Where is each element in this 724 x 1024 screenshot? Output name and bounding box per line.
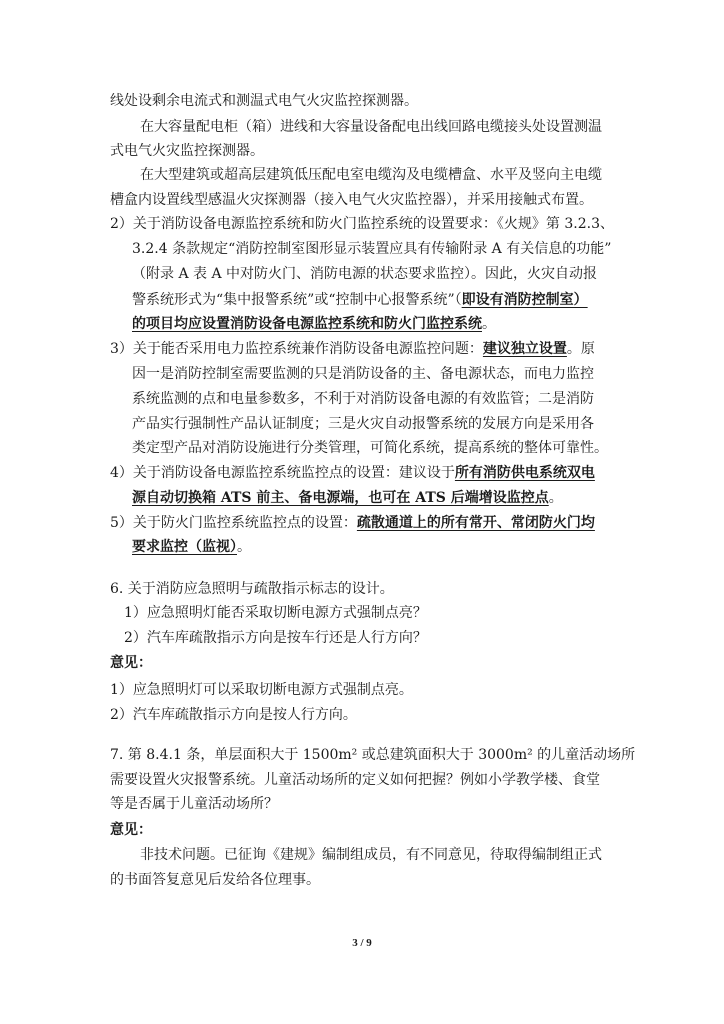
text-line: [0, 263, 724, 285]
text-line: [0, 238, 724, 260]
text-line: [0, 704, 724, 726]
text-segment: 式电气火灾监控探测器。: [110, 143, 264, 159]
text-segment: 产品实行强制性产品认证制度；三是火灾自动报警系统的发展方向是采用各: [132, 416, 594, 432]
text-segment: 因一是消防控制室需要监测的只是消防设备的主、备电源状态，而电力监控: [132, 366, 594, 382]
text-line: [0, 819, 724, 841]
text-line: [0, 844, 724, 866]
text-line: [0, 289, 724, 311]
text-segment: 2）汽车库疏散指示方向是按车行还是人行方向？: [124, 630, 427, 646]
text-segment: 非技术问题。已征询《建规》编制组成员，有不同意见，待取得编制组正式: [140, 847, 602, 863]
text-segment: 系统监测的点和电量参数多，不利于对消防设备电源的有效监管；二是消防: [132, 391, 594, 407]
text-segment: 警系统形式为“集中报警系统”或“控制中心报警系统”（: [132, 292, 462, 308]
text-segment: 建议独立设置: [482, 341, 567, 357]
text-segment: 的项目均应设置消防设备电源监控系统和防火门监控系统: [132, 316, 482, 332]
text-segment: 即设有消防控制室）: [461, 292, 588, 308]
text-segment: 需要设置火灾报警系统。儿童活动场所的定义如何把握？例如小学教学楼、食堂: [110, 772, 600, 788]
text-line: [0, 512, 724, 534]
text-segment: 所有消防供电系统双电: [454, 465, 595, 481]
text-segment: 。: [548, 490, 563, 506]
text-line: [0, 462, 724, 484]
page-number: 3 / 9: [352, 937, 372, 949]
text-line: [0, 487, 724, 509]
text-line: [0, 189, 724, 211]
text-segment: 3）关于能否采用电力监控系统兼作消防设备电源监控问题：: [110, 341, 483, 357]
text-segment: 疏散通道上的所有常开、常闭防火门均: [356, 515, 595, 531]
text-segment: 类定型产品对消防设施进行分类管理，可简化系统，提高系统的整体可靠性。: [132, 440, 608, 456]
text-segment: 6. 关于消防应急照明与疏散指示标志的设计。: [110, 581, 394, 597]
text-segment: 槽盒内设置线型感温火灾探测器（接入电气火灾监控器），并采用接触式布置。: [110, 192, 593, 208]
text-segment: 1）应急照明灯能否采取切断电源方式强制点亮？: [124, 605, 427, 621]
text-line: [0, 652, 724, 674]
text-line: [0, 140, 724, 162]
text-segment: 的书面答复意见后发给各位理事。: [110, 872, 320, 888]
text-line: [0, 164, 724, 186]
text-line: [0, 413, 724, 435]
text-line: [0, 869, 724, 891]
text-line: [0, 627, 724, 649]
text-line: [0, 602, 724, 624]
text-segment: 1）应急照明灯可以采取切断电源方式强制点亮。: [110, 682, 413, 698]
text-segment: 4）关于消防设备电源监控系统监控点的设置：建议设于: [110, 465, 455, 481]
text-segment: 2）汽车库疏散指示方向是按人行方向。: [110, 707, 357, 723]
text-line: [0, 769, 724, 791]
text-line: [0, 578, 724, 600]
text-segment: 要求监控（监视）: [132, 539, 237, 555]
text-line: [0, 213, 724, 235]
text-line: [0, 679, 724, 701]
text-line: [0, 363, 724, 385]
text-line: [0, 388, 724, 410]
text-segment: 意见：: [110, 655, 152, 671]
text-segment: 在大容量配电柜（箱）进线和大容量设备配电出线回路电缆接头处设置测温: [140, 119, 602, 135]
text-line: [0, 90, 724, 112]
text-line: [0, 536, 724, 558]
text-segment: 3.2.4 条款规定“消防控制室图形显示装置应具有传输附录 A 有关信息的功能”: [132, 241, 612, 257]
text-line: [0, 744, 724, 766]
text-segment: 2）关于消防设备电源监控系统和防火门监控系统的设置要求：《火规》第 3.2.3、: [110, 216, 614, 232]
text-line: [0, 437, 724, 459]
text-line: [0, 793, 724, 815]
text-segment: 意见：: [110, 822, 152, 838]
text-segment: 。: [482, 316, 496, 332]
text-line: [0, 338, 724, 360]
text-segment: 。原: [566, 341, 595, 357]
text-line: [0, 116, 724, 138]
text-segment: 7. 第 8.4.1 条，单层面积大于 1500m² 或总建筑面积大于 3000m² 的儿童活动场所: [110, 747, 636, 763]
text-segment: 5）关于防火门监控系统监控点的设置：: [110, 515, 357, 531]
text-segment: 。: [237, 539, 251, 555]
text-segment: 线处设剩余电流式和测温式电气火灾监控探测器。: [110, 93, 418, 109]
text-line: [0, 313, 724, 335]
text-segment: （附录 A 表 A 中对防火门、消防电源的状态要求监控）。因此，火灾自动报: [132, 266, 598, 282]
text-segment: 在大型建筑或超高层建筑低压配电室电缆沟及电缆槽盒、水平及竖向主电缆: [140, 167, 602, 183]
text-segment: 源自动切换箱 ATS 前主、备电源端，也可在 ATS 后端增设监控点: [132, 490, 549, 506]
text-segment: 等是否属于儿童活动场所？: [110, 796, 278, 812]
